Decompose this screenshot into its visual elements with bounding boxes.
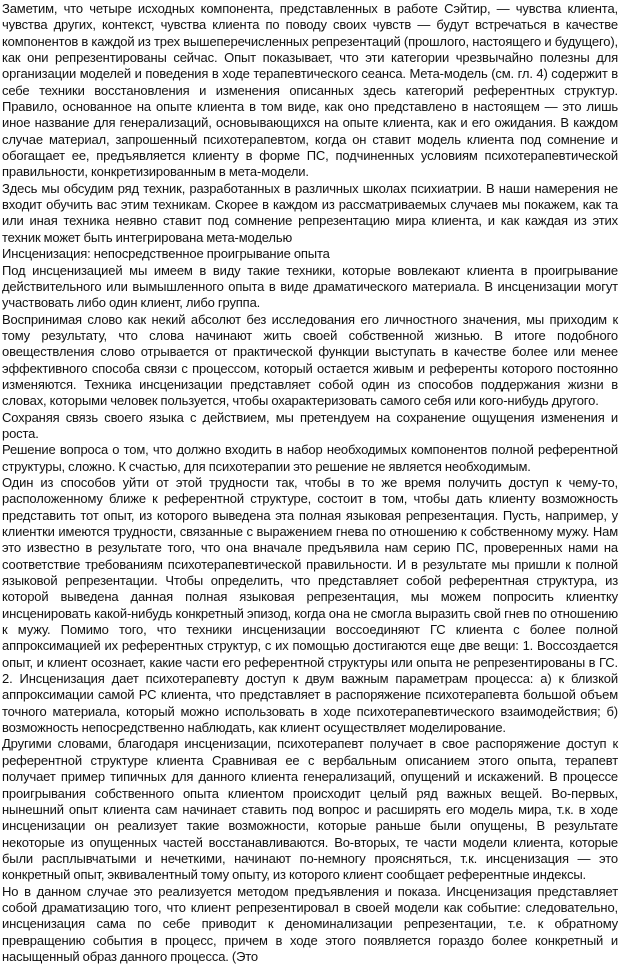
paragraph-components: Заметим, что четыре исходных компонента, представленных в работе Сэйтир, — чувства клиента, чувства других, контекст, чувства клиента по поводу своих чувств — будут встречаться в качестве компонентов в каждой из трех вышеперечисленных репрезентаций (прошлого, настоящего и будущего), как они репрезентированы сейчас. Опыт показывает, что эти категории чрезвычайно полезны для организации моделей и поведения в ходе терапевтического сеанса. Мета-модель (см. гл. 4) содержит в себе техники восстановления и изменения описанных здесь категорий референтных структур. Правило, основанное на опыте клиента в том виде, как оно представлено в настоящем — это лишь иное название для генерализаций, основывающихся на опыте клиента, как и его ожидания. В каждом случае материал, запрошенный психотерапевтом, когда он ставит модель клиента под сомнение и обогащает ее, предъявляется клиенту в форме ПС, подчиненных условиям психотерапевтической правильности, конкретизированным в мета-модели. bbox=[2, 1, 618, 180]
paragraph-language-action: Сохраняя связь своего языка с действием, мы претендуем на сохранение ощущения изменения и роста. bbox=[2, 409, 618, 441]
paragraph-demonstration: Но в данном случае это реализуется методом предъявления и показа. Инсценизация представляет собой драматизацию того, что клиент репрезентировал в своей модели как событие: следовательно, инсценизация сама по себе приводит к деноминализации репрезентации, т.е. к обратному превращению события в процесс, причем в ходе этого появляется гораздо более конкретный и насыщенный образ данного процесса. (Это bbox=[2, 883, 618, 964]
paragraph-techniques-intro: Здесь мы обсудим ряд техник, разработанных в различных школах психиатрии. В наши намерения не входит обучить вас этим техникам. Скорее в каждом из рассматриваемых случаев мы покажем, как та или иная техника неявно ставит под сомнение репрезентацию мира клиента, и как каждая из этих техник может быть интегрирована мета-моделью bbox=[2, 180, 618, 245]
paragraph-enactment-definition: Под инсценизацией мы имеем в виду такие техники, которые вовлекают клиента в проигрывание действительного или вымышленного опыта в виде драматического материала. В инсценизации могут участвовать либо один клиент, либо группа. bbox=[2, 262, 618, 311]
section-heading-enactment: Инсценизация: непосредственное проигрывание опыта bbox=[2, 246, 330, 262]
paragraph-access-experience: Один из способов уйти от этой трудности так, чтобы в то же время получить доступ к чему-то, расположенному ближе к референтной структуре, состоит в том, чтобы дать клиенту возможность представить тот опыт, из которого выведена эта полная языковая репрезентация. Пусть, например, у клиентки имеются трудности, связанные с выражением гнева по отношению к собственному мужу. Нам это известно в результате того, что она вначале предъявила нам серию ПС, проверенных нами на соответствие требованиям психотерапевтической правильности. И в результате мы пришли к полной языковой репрезентации. Чтобы определить, что представляет собой референтная структура, из которой выведена данная полная языковая репрезентация, мы можем попросить клиентку инсценировать какой-нибудь конкретный эпизод, когда она не смогла выразить свой гнев по отношению к мужу. Помимо того, что техники инсценизации воссоединяют ГС клиента с более полной аппроксимацией их референтных структур, с их помощью достигаются еще две вещи: 1. Воссоздается опыт, и клиент осознает, какие части его референтной структуры или опыта не репрезентированы в ГС. 2. Инсценизация дает психотерапевту доступ к двум важным параметрам процесса: а) к близкой аппроксимации самой РС клиента, что представляет в распоряжение психотерапевта большой объем точного материала, который можно использовать в ходе психотерапевтического взаимодействия; б) возможность непосредственно наблюдать, как клиент осуществляет моделирование. bbox=[2, 474, 618, 736]
paragraph-reference-structure: Решение вопроса о том, что должно входить в набор необходимых компонентов полной референтной структуры, сложно. К счастью, для психотерапии это решение не является необходимым. bbox=[2, 442, 618, 474]
paragraph-in-other-words: Другими словами, благодаря инсценизации, психотерапевт получает в свое распоряжение доступ к референтной структуре клиента Сравнивая ее с вербальным описанием этого опыта, терапевт получает пример типичных для данного клиента генерализаций, опущений и искажений. В процессе проигрывания собственного опыта клиентом происходит целый ряд важных вещей. Во-первых, нынешний опыт клиента сам начинает ставить под вопрос и расширять его модель мира, т.к. в ходе инсценизации он реализует такие возможности, которые раньше были опущены, В результате некоторые из опущенных частей восстанавливаются. Во-вторых, те части модели клиента, которые были расплывчатыми и нечеткими, начинают по-немногу проясняться, т.к. инсценизация — это конкретный опыт, эквивалентный тому опыту, из которого клиент сообщает референтные индексы. bbox=[2, 736, 618, 883]
paragraph-word-as-absolute: Воспринимая слово как некий абсолют без исследования его личностного значения, мы приходим к тому результату, что слова начинают жить своей собственной жизнью. В итоге подобного овеществления слово отрывается от практической функции выступать в качестве более или менее эффективного способа связи с процессом, который остается живым и референты которого постоянно изменяются. Техника инсценизации представляет собой один из способов поддержания жизни в словах, которыми человек пользуется, чтобы охарактеризовать самого себя или кого-нибудь другого. bbox=[2, 311, 618, 409]
